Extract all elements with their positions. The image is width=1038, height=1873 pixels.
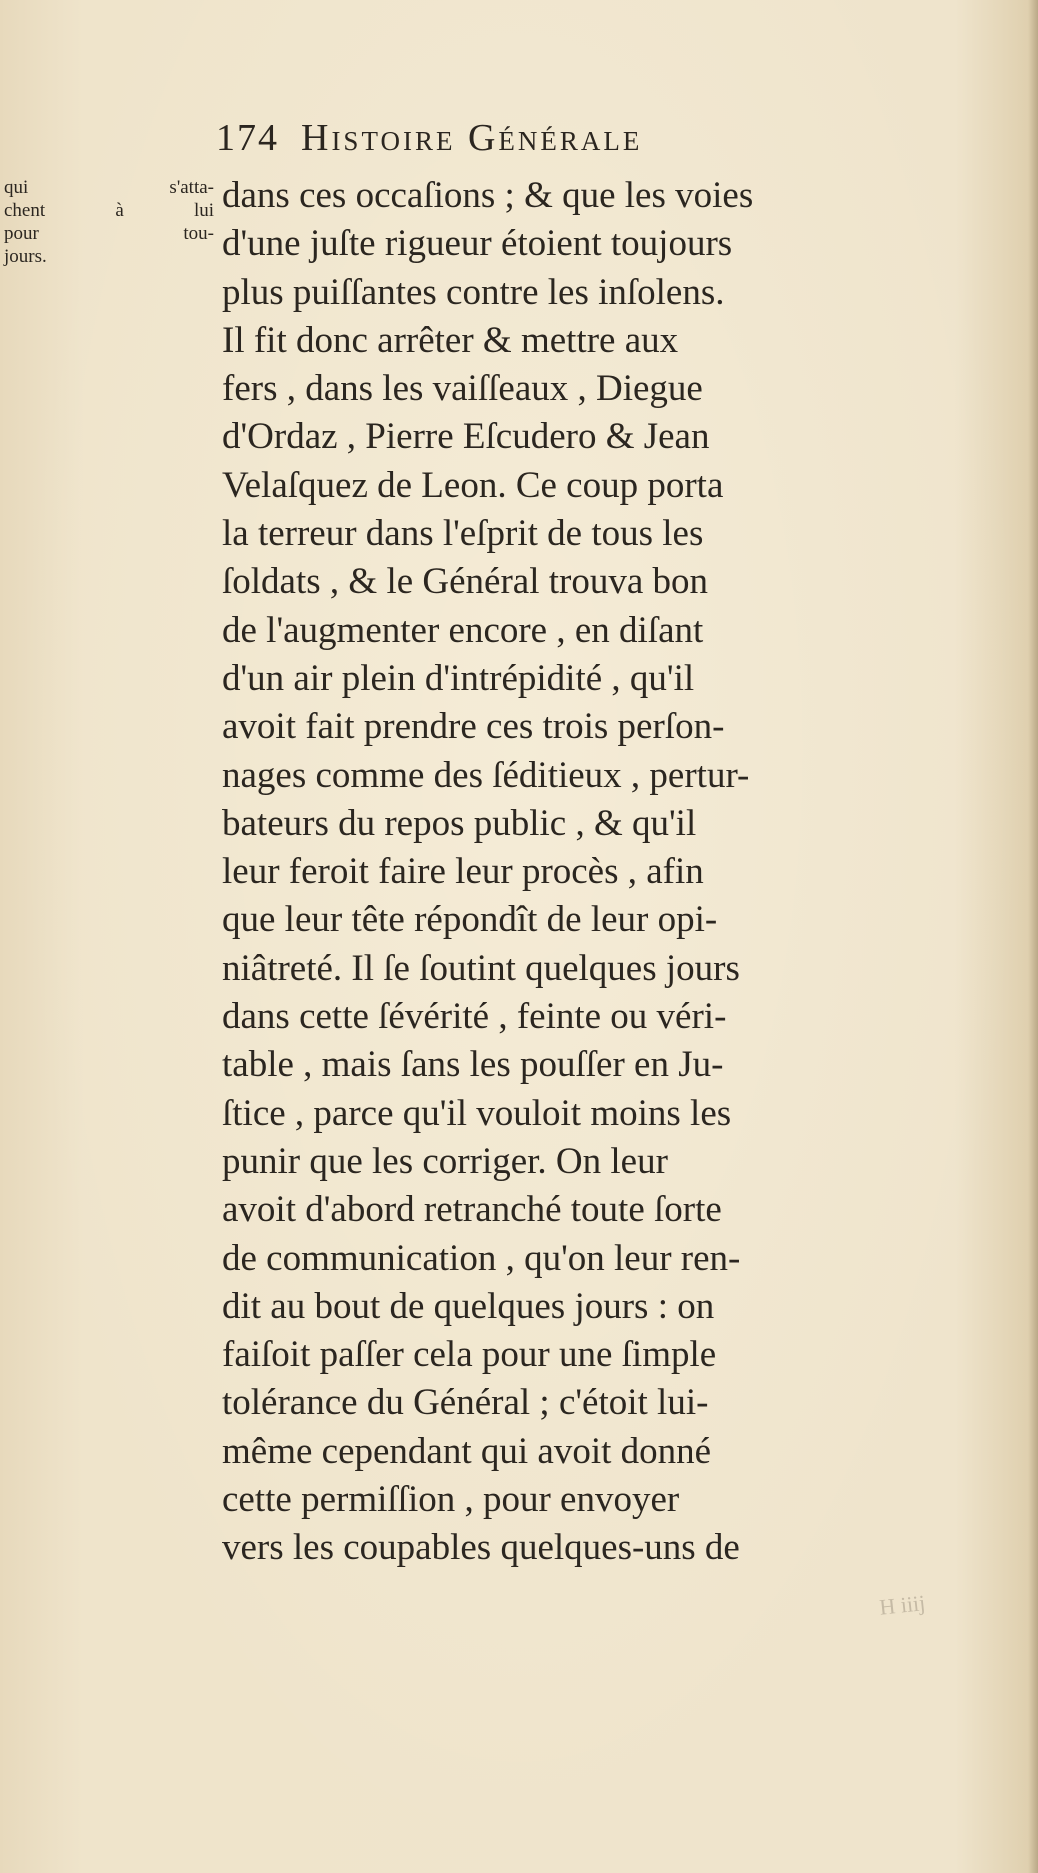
margin-note-word: qui	[4, 177, 29, 198]
text-line: ſoldats , & le Général trouva bon	[222, 561, 709, 603]
text-line: d'une juſte rigueur étoient toujours	[222, 223, 733, 265]
running-head	[216, 116, 876, 166]
text-line: Velaſquez de Leon. Ce coup porta	[222, 464, 724, 506]
text-line: faiſoit paſſer cela pour une ſimple	[222, 1334, 717, 1376]
text-line: bateurs du repos public , & qu'il	[222, 802, 697, 844]
text-line: d'un air plein d'intrépidité , qu'il	[222, 657, 695, 699]
page-edge-shadow	[1028, 0, 1038, 1873]
margin-note-line	[4, 245, 214, 268]
text-line: tolérance du Général ; c'étoit lui-	[222, 1382, 709, 1424]
margin-note-word: pour	[4, 223, 39, 244]
text-line: table , mais ſans les pouſſer en Ju-	[222, 1044, 724, 1086]
margin-note-line	[4, 176, 214, 199]
margin-note-word: lui	[193, 200, 214, 221]
body-text	[222, 172, 922, 1573]
text-line: fers , dans les vaiſſeaux , Diegue	[222, 368, 703, 410]
text-line: de l'augmenter encore , en diſant	[222, 609, 704, 651]
text-line: que leur tête répondît de leur opi-	[222, 899, 718, 941]
text-line: d'Ordaz , Pierre Eſcudero & Jean	[222, 416, 710, 458]
margin-note-word: tou-	[183, 223, 214, 244]
text-line: punir que les corriger. On leur	[222, 1140, 668, 1182]
margin-note-word: jours.	[4, 246, 47, 267]
margin-note-word: s'atta-	[169, 177, 214, 198]
margin-note-line	[4, 199, 214, 222]
text-line: la terreur dans l'eſprit de tous les	[222, 513, 704, 555]
text-line: ſtice , parce qu'il vouloit moins les	[222, 1092, 732, 1134]
text-line: de communication , qu'on leur ren-	[222, 1237, 741, 1279]
text-line: avoit fait prendre ces trois perſon-	[222, 706, 725, 748]
running-title: Histoire Générale	[301, 117, 643, 159]
text-line: nages comme des ſéditieux , pertur-	[222, 754, 750, 796]
margin-note-line	[4, 222, 214, 245]
text-line: même cependant qui avoit donné	[222, 1430, 712, 1472]
text-line: Il fit donc arrêter & mettre aux	[222, 319, 679, 361]
signature-mark: H iiij	[878, 1590, 927, 1620]
text-line: niâtreté. Il ſe ſoutint quelques jours	[222, 947, 740, 989]
page-number: 174	[216, 117, 279, 159]
text-line: dit au bout de quelques jours : on	[222, 1285, 715, 1327]
text-line: plus puiſſantes contre les inſolens.	[222, 271, 725, 313]
margin-note-word: chent	[4, 200, 46, 221]
text-line: cette permiſſion , pour envoyer	[222, 1479, 680, 1521]
margin-note-word: à	[115, 200, 124, 221]
text-line: vers les coupables quelques-uns de	[222, 1527, 740, 1569]
text-line: leur feroit faire leur procès , afin	[222, 851, 704, 893]
text-line: dans cette ſévérité , feinte ou véri-	[222, 996, 727, 1038]
margin-note	[4, 176, 214, 268]
text-line: avoit d'abord retranché toute ſorte	[222, 1189, 722, 1231]
text-line: dans ces occaſions ; & que les voies	[222, 175, 754, 216]
